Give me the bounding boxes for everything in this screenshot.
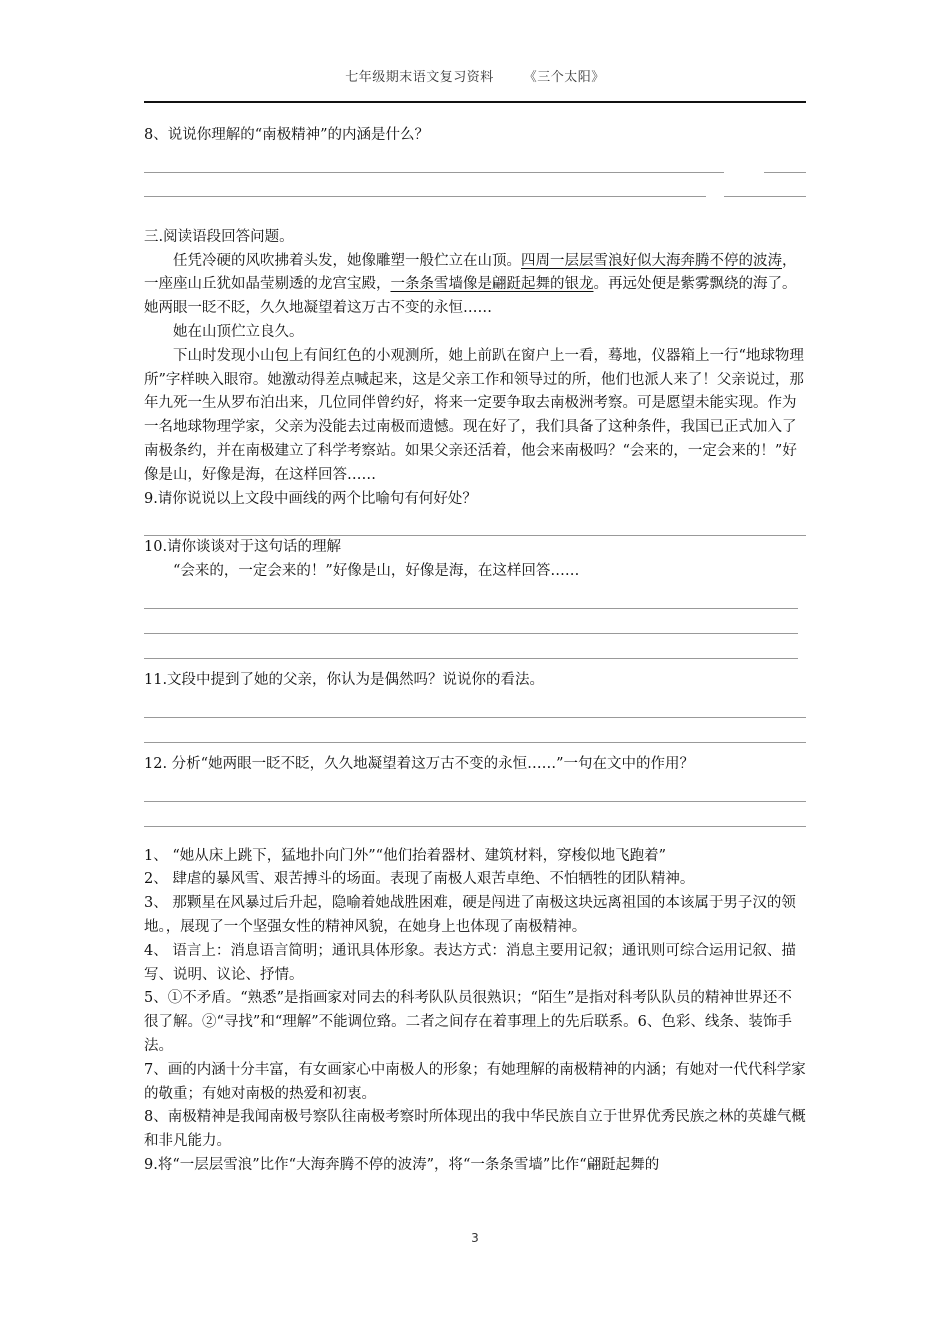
header-doc-title: 七年级期末语文复习资料 — [345, 70, 494, 85]
answer-line — [144, 172, 806, 196]
document-body — [144, 124, 806, 1178]
section-title: 三.阅读语段回答问题。 — [144, 228, 294, 245]
answer-line — [144, 511, 806, 536]
question-11: 11.文段中提到了她的父亲，你认为是偶然吗？说说你的看法。 — [144, 671, 545, 688]
answer-item: 7、画的内涵十分丰富，有女画家心中南极人的形象；有她理解的南极精神的内涵；有她对一代代科学家的敬重；有她对南极的热爱和初衷。 — [144, 1061, 806, 1102]
answer-line — [144, 584, 798, 609]
page-header — [0, 66, 950, 85]
question-9: 9.请你说说以上文段中画线的两个比喻句有何好处？ — [144, 490, 477, 507]
header-text-title: 《三个太阳》 — [523, 70, 605, 85]
answer-line — [144, 634, 798, 659]
answer-line — [144, 609, 798, 634]
reading-paragraph-3: 下山时发现小山包上有间红色的小观测所，她上前趴在窗户上一看，蓦地，仪器箱上一行“地球物理所”字样映入眼帘。她激动得差点喊起来，这是父亲工作和领导过的所，他们也派人来了！父亲说过，那年九死一生从罗布泊出来，几位同伴曾约好，将来一定要争取去南极洲考察。可是愿望未能实现。作为一名地球物理学家，父亲为没能去过南极而遗憾。现在好了，我们具备了这种条件，我国已正式加入了南极条约，并在南极建立了科学考察站。如果父亲还活着，他会来南极吗？“会来的，一定会来的！”好像是山，好像是海，在这样回答…… — [144, 347, 804, 483]
answer-line — [144, 718, 806, 743]
answer-line — [144, 802, 806, 827]
answer-item: 9.将“一层层雪浪”比作“大海奔腾不停的波涛”，将“一条条雪墙”比作“翩跹起舞的 — [144, 1156, 660, 1173]
answer-line — [144, 148, 806, 172]
answer-item: 3、 那颗星在风暴过后升起，隐喻着她战胜困难，硬是闯进了南极这块远离祖国的本该属于男子汉的领地。，展现了一个坚强女性的精神风貌，在她身上也体现了南极精神。 — [144, 895, 796, 935]
header-rule — [144, 101, 806, 103]
answer-line — [144, 693, 806, 718]
reading-paragraph-2: 她在山顶伫立良久。 — [173, 323, 304, 340]
answer-item: 2、 肆虐的暴风雪、艰苦搏斗的场面。表现了南极人艰苦卓绝、不怕牺牲的团队精神。 — [144, 871, 695, 888]
question-10-quote: “会来的，一定会来的！”好像是山，好像是海，在这样回答…… — [173, 563, 580, 580]
underlined-simile-2: 一条条雪墙像是翩跹起舞的银龙 — [390, 276, 594, 293]
question-12: 12. 分析“她两眼一眨不眨，久久地凝望着这万古不变的永恒……”一句在文中的作用？ — [144, 755, 694, 772]
question-8: 8、说说你理解的“南极精神”的内涵是什么？ — [144, 127, 430, 143]
underlined-simile-1: 四周一层层雪浪好似大海奔腾不停的波涛 — [521, 252, 782, 269]
answer-item: 5、①不矛盾。“熟悉”是指画家对同去的科考队队员很熟识；“陌生”是指对科考队队员的精神世界还不很了解。②“寻找”和“理解”不能调位臵。二者之间存在着事理上的先后联系。6、色彩、线条、装饰手法。 — [144, 990, 792, 1054]
answer-item: 1、 “她从床上跳下，猛地扑向门外”“他们抬着器材、建筑材料，穿梭似地飞跑着” — [144, 847, 666, 864]
answer-item: 8、南极精神是我闻南极号察队往南极考察时所体现出的我中华民族自立于世界优秀民族之林的英雄气概和非凡能力。 — [144, 1109, 806, 1150]
reading-paragraph-1: 任凭冷硬的风吹拂着头发，她像雕塑一般伫立在山顶。四周一层层雪浪好似大海奔腾不停的波涛，一座座山丘犹如晶莹剔透的龙宫宝殿，一条条雪墙像是翩跹起舞的银龙。再远处便是紫雾飘绕的海了。她两眼一眨不眨，久久地凝望着这万古不变的永恒…… — [144, 252, 797, 317]
question-10: 10.请你谈谈对于这句话的理解 — [144, 539, 342, 556]
answer-line — [144, 777, 806, 802]
page-number: 3 — [471, 1231, 479, 1245]
answer-item: 4、 语言上：消息语言简明；通讯具体形象。表达方式：消息主要用记叙；通讯则可综合运用记叙、描写、说明、议论、抒情。 — [144, 942, 796, 983]
